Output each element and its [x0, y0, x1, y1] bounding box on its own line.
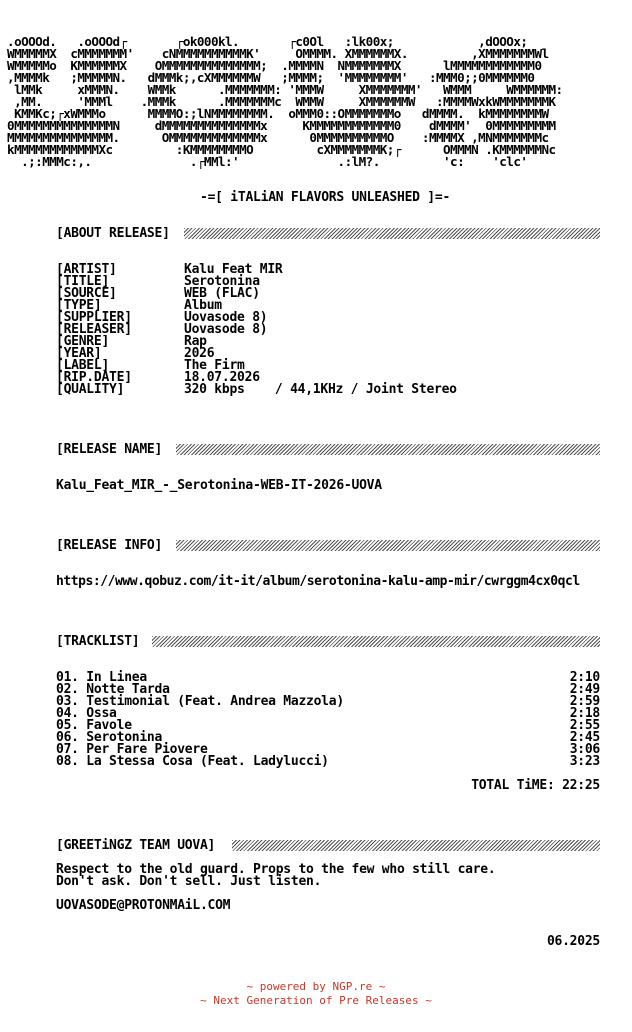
section-divider: [232, 840, 600, 851]
section-header-about: [ABOUT RELEASE]: [56, 226, 170, 241]
contact-email[interactable]: UOVASODE@PROTONMAiL.COM: [56, 898, 231, 913]
track-title: 07. Per Fare Piovere: [56, 742, 208, 757]
ascii-line: KMMKc;┌xWMMMo MMMMO:;lNMMMMMMMM. oMMM0::OMMMMMMMo dMMMM. kMMMMMMMMW: [0, 106, 549, 121]
about-key: [TITLE]: [56, 274, 110, 289]
track-duration: 2:45: [569, 730, 600, 745]
total-time: TOTAL TiME: 22:25: [471, 778, 600, 793]
list-item: [56, 708, 600, 720]
about-value: 320 kbps / 44,1KHz / Joint Stereo: [184, 382, 457, 397]
greeting-line: Respect to the old guard. Props to the few who still care.: [56, 862, 496, 877]
ascii-line: .oOOOd. .oOOOd┌ ┌ok000kl. ┌c0Ol :lk00x; ,dOOOx;: [0, 34, 528, 49]
release-name: Kalu_Feat_MIR_-_Serotonina-WEB-IT-2026-UOVA: [56, 478, 382, 493]
about-key: [SOURCE]: [56, 286, 117, 301]
track-title: 03. Testimonial (Feat. Andrea Mazzola): [56, 694, 344, 709]
track-duration: 2:10: [569, 670, 600, 685]
section-header-greetings: [GREETiNGZ TEAM UOVA]: [56, 838, 216, 853]
nfo-date: 06.2025: [546, 934, 600, 949]
ascii-line: lMMk xMMMN. WMMk .MMMMMMM: 'MMMW XMMMMMMM' WMMM WMMMMMM:: [0, 82, 563, 97]
about-value: 18.07.2026: [184, 370, 260, 385]
about-key: [QUALITY]: [56, 382, 125, 397]
about-key: [RIP.DATE]: [56, 370, 132, 385]
greeting-line: Don't ask. Don't sell. Just listen.: [56, 874, 322, 889]
track-duration: 3:06: [569, 742, 600, 757]
ascii-line: ,MMMMk ;MMMMMN. dMMMk;,cXMMMMMMW ;MMMM; 'MMMMMMMM' :MMM0;;0MMMMMM0: [0, 70, 535, 85]
about-value: Kalu Feat MIR: [184, 262, 283, 277]
ascii-line: WMMMMMo KMMMMMMX OMMMMMMMMMMMMMM; .MMMMN NMMMMMMMX lMMMMMMMMMMMM0: [0, 58, 542, 73]
about-value: Uovasode 8): [184, 322, 268, 337]
about-value: 2026: [184, 346, 215, 361]
list-item: [56, 696, 600, 708]
ascii-line: .;:MMMc:,. .┌MMl:' .:lM?. 'c: 'clc': [0, 154, 528, 169]
about-key: [YEAR]: [56, 346, 102, 361]
track-title: 05. Favole: [56, 718, 132, 733]
about-key: [GENRE]: [56, 334, 110, 349]
about-key: [SUPPLIER]: [56, 310, 132, 325]
about-value: Serotonina: [184, 274, 260, 289]
track-title: 06. Serotonina: [56, 730, 163, 745]
track-title: 01. In Linea: [56, 670, 147, 685]
section-divider: [176, 444, 600, 455]
footer-tagline: ~ Next Generation of Pre Releases ~: [200, 994, 432, 1007]
ascii-line: MMMMMMMMMMMMMMM. OMMMMMMMMMMMMMx 0MMMMMMMMMMO :MMMMX ,MNMMMMMMMc: [0, 130, 549, 145]
about-key: [LABEL]: [56, 358, 110, 373]
track-duration: 3:23: [569, 754, 600, 769]
section-divider: [184, 228, 600, 239]
track-duration: 2:18: [569, 706, 600, 721]
section-divider: [176, 540, 600, 551]
about-value: Album: [184, 298, 222, 313]
about-value: WEB (FLAC): [184, 286, 260, 301]
about-key: [ARTIST]: [56, 262, 117, 277]
tagline: -=[ iTALiAN FLAVORS UNLEASHED ]=-: [200, 190, 451, 205]
ascii-line: 0MMMMMMMMMMMMMMN dMMMMMMMMMMMMMMx KMMMMMMMMMMMM0 dMMMM' 0MMMMMMMMM: [0, 118, 556, 133]
section-header-tracklist: [TRACKLIST]: [56, 634, 140, 649]
about-value: Uovasode 8): [184, 310, 268, 325]
track-title: 08. La Stessa Cosa (Feat. Ladylucci): [56, 754, 329, 769]
track-duration: 2:49: [569, 682, 600, 697]
ascii-line: kMMMMMMMMMMMMXc :KMMMMMMMMO cXMMMMMMMK;┌ OMMMN .KMMMMMMNc: [0, 142, 556, 157]
section-divider: [152, 636, 600, 647]
section-header-release-info: [RELEASE INFO]: [56, 538, 163, 553]
footer-powered-by[interactable]: ~ powered by NGP.re ~: [246, 980, 386, 993]
about-value: Rap: [184, 334, 207, 349]
release-info-link[interactable]: https://www.qobuz.com/it-it/album/serotonina-kalu-amp-mir/cwrggm4cx0qcl: [56, 574, 580, 589]
about-key: [RELEASER]: [56, 322, 132, 337]
about-key: [TYPE]: [56, 298, 102, 313]
section-header-release-name: [RELEASE NAME]: [56, 442, 163, 457]
track-duration: 2:55: [569, 718, 600, 733]
track-title: 02. Notte Tarda: [56, 682, 170, 697]
about-value: The Firm: [184, 358, 245, 373]
track-title: 04. Ossa: [56, 706, 117, 721]
list-item: [56, 756, 600, 768]
ascii-line: WMMMMMX cMMMMMMM' cNMMMMMMMMMMK' OMMMM. XMMMMMMX. ,XMMMMMMMWl: [0, 46, 549, 61]
track-duration: 2:59: [569, 694, 600, 709]
ascii-line: ,MM. 'MMMl .MMMk .MMMMMMMc WMMW XMMMMMMW :MMMMWxkWMMMMMMMK: [0, 94, 556, 109]
